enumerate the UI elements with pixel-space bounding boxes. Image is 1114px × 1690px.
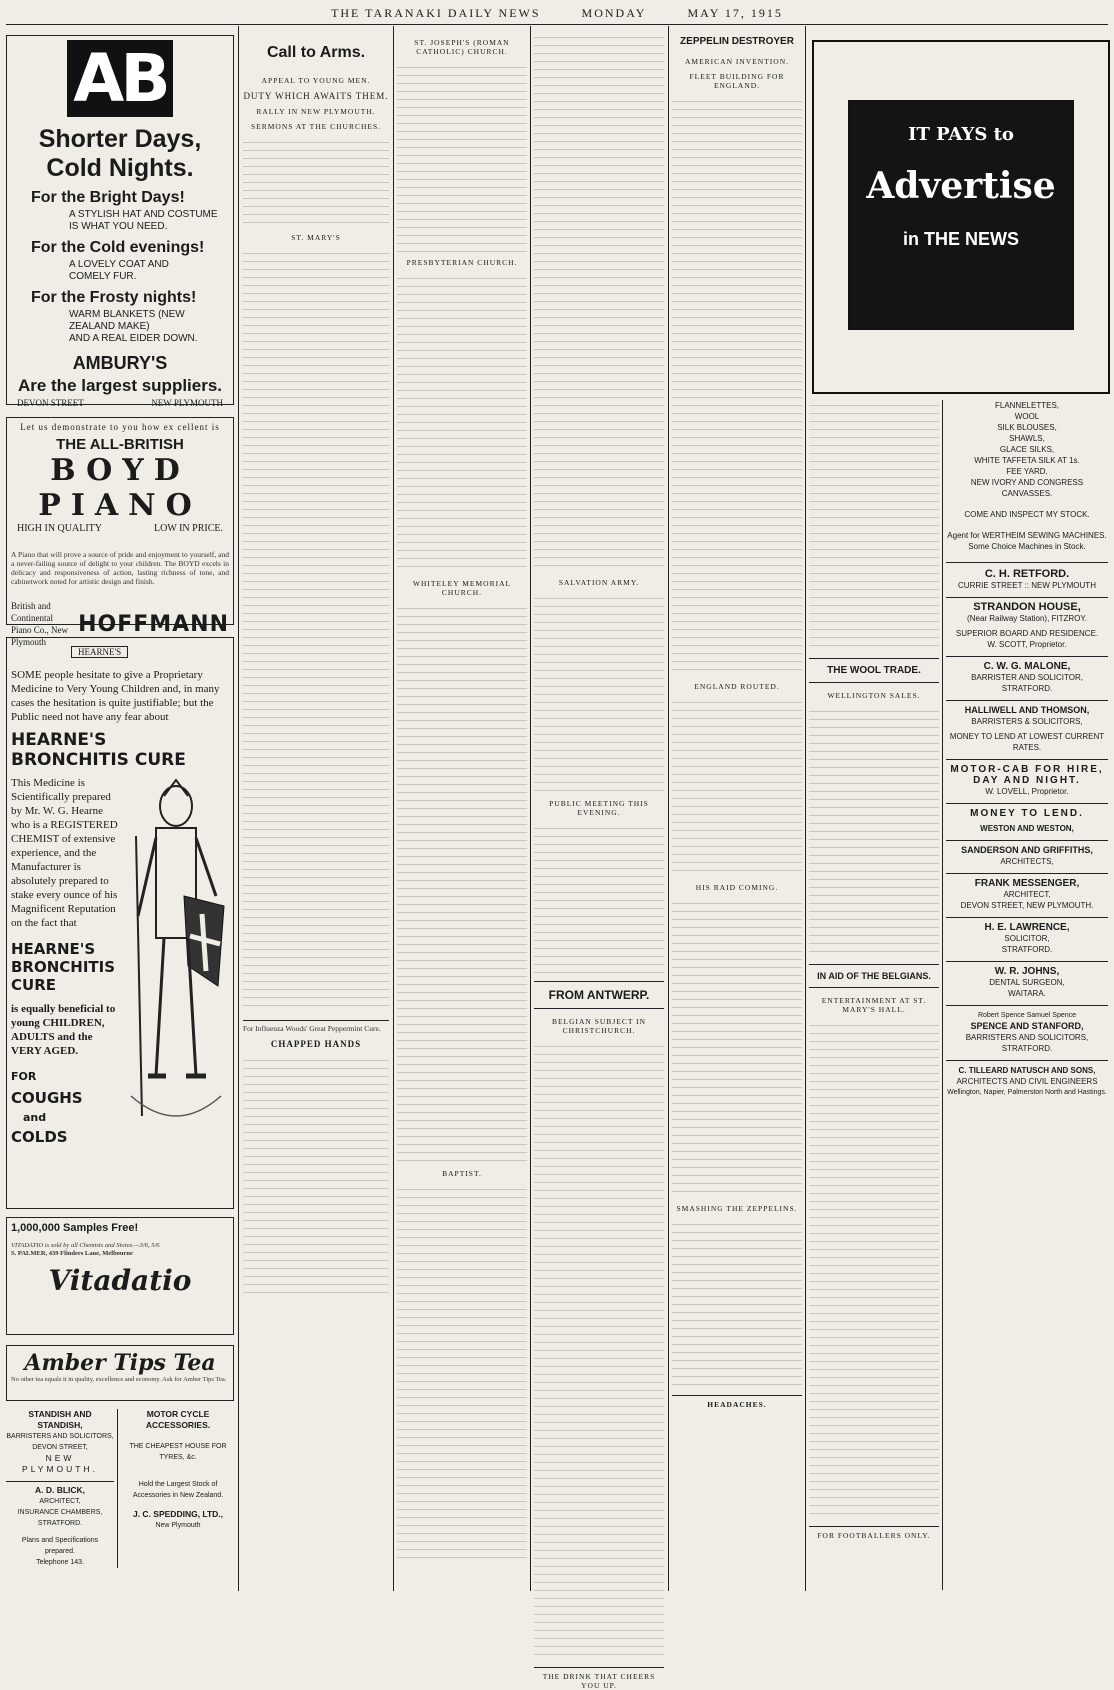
- malone-town: STRATFORD.: [1001, 684, 1053, 693]
- amber-tips-ad: [6, 1345, 234, 1401]
- blick-addr: INSURANCE CHAMBERS,: [17, 1509, 103, 1516]
- belgians-title: IN AID OF THE BELGIANS.: [817, 971, 931, 981]
- hearne-big: CURE: [11, 976, 56, 994]
- promo-sub: WARM BLANKETS (NEW ZEALAND MAKE): [69, 309, 185, 332]
- boyd-allbritish: THE ALL-BRITISH: [56, 436, 184, 453]
- motorcycle-house: THE CHEAPEST HOUSE FOR TYRES, &c.: [129, 1443, 227, 1461]
- boyd-quality: [11, 523, 229, 534]
- section-head: PUBLIC MEETING THIS EVENING.: [549, 799, 649, 817]
- advertise-line3: in THE NEWS: [903, 229, 1019, 249]
- promo-head-2: For the Cold evenings!: [31, 239, 205, 256]
- standish-town: NEW PLYMOUTH.: [22, 1453, 98, 1474]
- malone-role: BARRISTER AND SOLICITOR,: [971, 673, 1083, 682]
- body-text: [534, 823, 664, 973]
- list-item: WHITE TAFFETA SILK AT 1s.: [974, 456, 1080, 465]
- list-item: WOOL: [1014, 412, 1040, 421]
- halliwell-name: HALLIWELL AND THOMSON,: [946, 700, 1108, 716]
- list-item: FEE YARD.: [1006, 467, 1048, 476]
- masthead-date: MAY 17, 1915: [687, 6, 783, 20]
- knight-illustration: [126, 776, 228, 1136]
- section-head: SMASHING THE ZEPPELINS.: [676, 1204, 798, 1213]
- body-text: [672, 1219, 802, 1389]
- column-rule: [942, 400, 943, 1590]
- list-item: GLACE SILKS,: [999, 445, 1055, 454]
- body-text: [534, 1041, 664, 1661]
- body-text: [672, 898, 802, 1198]
- hearne-coughs: COUGHS: [11, 1089, 83, 1107]
- body-text: [809, 706, 939, 956]
- influenza-head: For Influenza Woods' Great Peppermint Cure.: [243, 1024, 381, 1033]
- call-to-arms-title: Call to Arms.: [266, 44, 366, 61]
- johns-name: W. R. JOHNS,: [946, 961, 1108, 977]
- column-rule: [238, 26, 239, 1591]
- hearne-big: HEARNE'S: [11, 940, 96, 958]
- vitadatio-brand: Vitadatio: [48, 1264, 192, 1297]
- section-head: ST. MARY'S: [291, 233, 341, 242]
- masthead-day: MONDAY: [581, 6, 647, 20]
- johns-town: WAITARA.: [1008, 989, 1046, 998]
- hearnes-label: HEARNE'S: [71, 646, 128, 658]
- blick-tel: Telephone 143.: [36, 1559, 84, 1566]
- body-text: [809, 1020, 939, 1520]
- motorcycle-title: MOTOR CYCLE ACCESSORIES.: [145, 1409, 211, 1430]
- blick-plans: Plans and Specifications prepared.: [21, 1537, 99, 1555]
- quality-left: HIGH IN QUALITY: [17, 523, 102, 534]
- body-text: [534, 593, 664, 793]
- wool-block: [809, 658, 939, 683]
- amburys-tagline: Are the largest suppliers.: [17, 376, 223, 395]
- headaches-head: HEADACHES.: [672, 1395, 802, 1409]
- list-item: CANVASSES.: [1001, 489, 1053, 498]
- amber-note: No other tea equals it in quality, excellence and economy. Ask for Amber Tips Tea.: [11, 1376, 227, 1383]
- body-text: [243, 137, 389, 227]
- hearne-equal: is equally beneficial to young CHILDREN, ADULTS and the VERY AGED.: [11, 1003, 116, 1057]
- hearne-big: BRONCHITIS: [11, 958, 116, 976]
- section-head: PRESBYTERIAN CHURCH.: [406, 258, 518, 267]
- section-head: SALVATION ARMY.: [558, 578, 640, 587]
- boyd-body: A Piano that will prove a source of pride and enjoyment to yourself, and a never-failing source of delight to your children. The BOYD excels in delicacy and responsiveness of action, lasting richness of tone, and cabinetwork noted for artistic design and finish.: [11, 550, 229, 586]
- promo-head-1: For the Bright Days!: [31, 189, 185, 206]
- spence-name: SPENCE AND STANFORD,: [970, 1021, 1084, 1031]
- body-text: [397, 603, 527, 1163]
- standish-role: BARRISTERS AND SOLICITORS,: [6, 1433, 114, 1440]
- promo-sub: AND A REAL EIDER DOWN.: [69, 333, 198, 344]
- news-column-3: [243, 32, 389, 1588]
- article-sub: APPEAL TO YOUNG MEN.: [261, 76, 371, 85]
- drink-head: THE DRINK THAT CHEERS YOU UP.: [534, 1667, 664, 1690]
- malone-name: C. W. G. MALONE,: [946, 656, 1108, 672]
- inspect-line: COME AND INSPECT MY STOCK.: [964, 510, 1090, 519]
- antwerp-title: FROM ANTWERP.: [548, 988, 650, 1002]
- vitadatio-address: S. PALMER, 439 Flinders Lane, Melbourne: [11, 1250, 133, 1257]
- lawrence-name: H. E. LAWRENCE,: [946, 917, 1108, 933]
- amber-brand: Amber Tips Tea: [24, 1350, 216, 1376]
- body-text: [397, 273, 527, 573]
- classified-ads-column: [946, 400, 1108, 1588]
- sanderson-role: ARCHITECTS,: [1000, 857, 1054, 866]
- article-sub: RALLY IN NEW PLYMOUTH.: [256, 107, 376, 116]
- strandon-proprietor: W. SCOTT, Proprietor.: [987, 640, 1067, 649]
- antwerp-sub: BELGIAN SUBJECT IN CHRISTCHURCH.: [551, 1017, 647, 1035]
- promo-sub: A LOVELY COAT AND: [69, 259, 169, 270]
- advertise-line1: IT PAYS to: [908, 124, 1014, 145]
- spence-town: STRATFORD.: [1001, 1044, 1053, 1053]
- advertise-line2: Advertise: [866, 165, 1056, 207]
- motorcycle-stock: Hold the Largest Stock of Accessories in New Zealand.: [132, 1481, 224, 1499]
- quality-right: LOW IN PRICE.: [154, 523, 223, 534]
- strandon-superior: SUPERIOR BOARD AND RESIDENCE.: [955, 629, 1099, 638]
- hearne-intro: SOME people hesitate to give a Proprietary Medicine to Very Young Children and, in many cases the hesitation is quite justifiable; but the Public need not have any fear about: [11, 669, 220, 723]
- list-item: FLANNELETTES,: [994, 401, 1059, 410]
- masthead: [0, 6, 1114, 21]
- boyd-name: BOYD PIANO: [38, 453, 202, 523]
- wool-sub: WELLINGTON SALES.: [827, 691, 921, 700]
- johns-role: DENTAL SURGEON,: [989, 978, 1065, 987]
- body-text: [534, 32, 664, 572]
- article-sub: FLEET BUILDING FOR ENGLAND.: [689, 72, 785, 90]
- motorcab-head: MOTOR-CAB FOR HIRE, DAY AND NIGHT.: [946, 759, 1108, 786]
- section-head: ENGLAND ROUTED.: [694, 682, 780, 691]
- agent-line: British and Continental: [11, 601, 53, 623]
- section-head: ST. JOSEPH'S (ROMAN CATHOLIC) CHURCH.: [414, 38, 510, 56]
- natusch-towns: Wellington, Napier, Palmerston North and Hastings.: [947, 1089, 1107, 1096]
- sanderson-name: SANDERSON AND GRIFFITHS,: [946, 840, 1108, 856]
- vitadatio-note: VITADATIO is sold by all Chemists and Stores.—3/6, 5/6: [11, 1242, 160, 1249]
- promo-sub: A STYLISH HAT AND COSTUME: [69, 209, 218, 220]
- chapped-hands: CHAPPED HANDS: [270, 1039, 362, 1049]
- column-rule: [393, 26, 394, 1591]
- boyd-intro: Let us demonstrate to you how ex cellent is: [20, 422, 220, 432]
- belgians-block: [809, 964, 939, 988]
- belgians-sub: ENTERTAINMENT AT ST. MARY'S HALL.: [821, 996, 927, 1014]
- peppermint-cure-ad: [243, 1020, 389, 1295]
- spence-partners: Robert Spence Samuel Spence: [946, 1005, 1108, 1021]
- news-column-5: [534, 32, 664, 1690]
- column-rule: [530, 26, 531, 1591]
- hearne-product: HEARNE'S BRONCHITIS CURE: [11, 730, 186, 770]
- promo-sub: IS WHAT YOU NEED.: [69, 221, 168, 232]
- advertise-panel: [848, 100, 1074, 330]
- news-column-6: [672, 32, 802, 1588]
- ab-headline: Shorter Days, Cold Nights.: [38, 125, 202, 182]
- amburys-address: [11, 398, 229, 408]
- retford-addr: CURRIE STREET :: NEW PLYMOUTH: [958, 581, 1096, 590]
- advertise-box: [812, 40, 1110, 394]
- body-text: [672, 697, 802, 877]
- amburys-name: AMBURY'S: [72, 353, 168, 373]
- blick-town: STRATFORD.: [37, 1520, 83, 1527]
- body-text: [243, 1055, 389, 1295]
- list-item: NEW IVORY AND CONGRESS: [970, 478, 1084, 487]
- vitadatio-ad: [6, 1217, 234, 1335]
- motorcab-proprietor: W. LOVELL, Proprietor.: [985, 787, 1069, 796]
- section-head: BAPTIST.: [442, 1169, 482, 1178]
- news-column-4: [397, 32, 527, 1588]
- amburys-ad: [6, 35, 234, 408]
- section-head: HIS RAID COMING.: [695, 883, 779, 892]
- money-to-lend: MONEY TO LEND.: [946, 803, 1108, 819]
- article-sub: DUTY WHICH AWAITS THEM.: [243, 91, 389, 101]
- spedding-ad: [118, 1409, 234, 1568]
- hearne-body: This Medicine is Scientifically prepared by Mr. W. G. Hearne who is a REGISTERED CHEMIST of extensive experience, and the Manufacturer is absolutely prepared to stake every ounce of his Magnificent Reputation on the fact that: [11, 777, 118, 929]
- spence-role: BARRISTERS AND SOLICITORS,: [965, 1033, 1089, 1042]
- halliwell-money: MONEY TO LEND AT LOWEST CURRENT RATES.: [949, 732, 1105, 752]
- column-rule: [805, 26, 806, 1591]
- promo-sub: COMELY FUR.: [69, 271, 137, 282]
- body-text: [672, 96, 802, 676]
- flannel-list: [946, 400, 1108, 499]
- list-item: SILK BLOUSES,: [997, 423, 1057, 432]
- bottom-ad-row: [6, 1409, 234, 1568]
- messenger-addr: DEVON STREET, NEW PLYMOUTH.: [960, 901, 1094, 910]
- standish-street: DEVON STREET,: [32, 1444, 88, 1451]
- footballers-head: FOR FOOTBALLERS ONLY.: [809, 1526, 939, 1540]
- spedding-town: New Plymouth: [155, 1522, 201, 1529]
- hearne-for: FOR: [11, 1070, 37, 1083]
- spedding-firm: J. C. SPEDDING, LTD.,: [132, 1509, 224, 1519]
- paper-name: THE TARANAKI DAILY NEWS: [331, 6, 541, 20]
- article-sub: AMERICAN INVENTION.: [685, 57, 789, 66]
- blick-name: A. D. BLICK,: [6, 1481, 114, 1496]
- messenger-name: FRANK MESSENGER,: [946, 873, 1108, 889]
- news-column-7: [809, 400, 939, 1588]
- body-text: [243, 248, 389, 1008]
- ab-logo: AB: [67, 40, 172, 117]
- messenger-role: ARCHITECT,: [1003, 890, 1051, 899]
- wool-title: THE WOOL TRADE.: [827, 665, 921, 676]
- zeppelin-title: ZEPPELIN DESTROYER: [680, 36, 794, 47]
- list-item: SHAWLS,: [1009, 434, 1045, 443]
- body-text: [397, 1184, 527, 1564]
- hearne-text: [11, 776, 121, 1146]
- strandon-name: STRANDON HOUSE,: [946, 597, 1108, 613]
- column-rule: [668, 26, 669, 1591]
- hearne-colds: COLDS: [11, 1128, 68, 1146]
- body-text: [397, 62, 527, 252]
- agent-line: Piano Co., New Plymouth: [11, 625, 68, 647]
- antwerp-block: [534, 981, 664, 1009]
- standish-name: STANDISH AND STANDISH,: [28, 1409, 92, 1430]
- natusch-name: C. TILLEARD NATUSCH AND SONS,: [946, 1060, 1108, 1076]
- body-text: [809, 400, 939, 650]
- hearne-and: and: [23, 1111, 47, 1124]
- section-head: WHITELEY MEMORIAL CHURCH.: [412, 579, 512, 597]
- promo-head-3: For the Frosty nights!: [31, 289, 197, 306]
- masthead-rule: [6, 24, 1108, 25]
- blick-role: ARCHITECT,: [39, 1498, 81, 1505]
- vitadatio-samples: 1,000,000 Samples Free!: [11, 1222, 139, 1234]
- hearne-main: [11, 776, 229, 1146]
- town: NEW PLYMOUTH: [151, 398, 223, 408]
- retford-name: C. H. RETFORD.: [946, 562, 1108, 580]
- natusch-role: ARCHITECTS AND CIVIL ENGINEERS: [956, 1077, 1098, 1086]
- boyd-piano-ad: [6, 417, 234, 647]
- agent-line: Agent for WERTHEIM SEWING MACHINES. Some Choice Machines in Stock.: [947, 531, 1107, 551]
- halliwell-role: BARRISTERS & SOLICITORS,: [971, 717, 1083, 726]
- lawrence-town: STRATFORD.: [1001, 945, 1053, 954]
- left-ad-column: [6, 32, 234, 1588]
- street: DEVON STREET: [17, 398, 84, 408]
- article-sub: SERMONS AT THE CHURCHES.: [251, 122, 381, 131]
- lawrence-role: SOLICITOR,: [1004, 934, 1050, 943]
- hearnes-ad: [6, 637, 234, 1209]
- professional-cards: [6, 1409, 118, 1568]
- hoffmann-brand: HOFFMANN: [78, 611, 229, 637]
- strandon-addr: (Near Railway Station), FITZROY.: [967, 614, 1087, 623]
- weston-name: WESTON AND WESTON,: [980, 824, 1074, 833]
